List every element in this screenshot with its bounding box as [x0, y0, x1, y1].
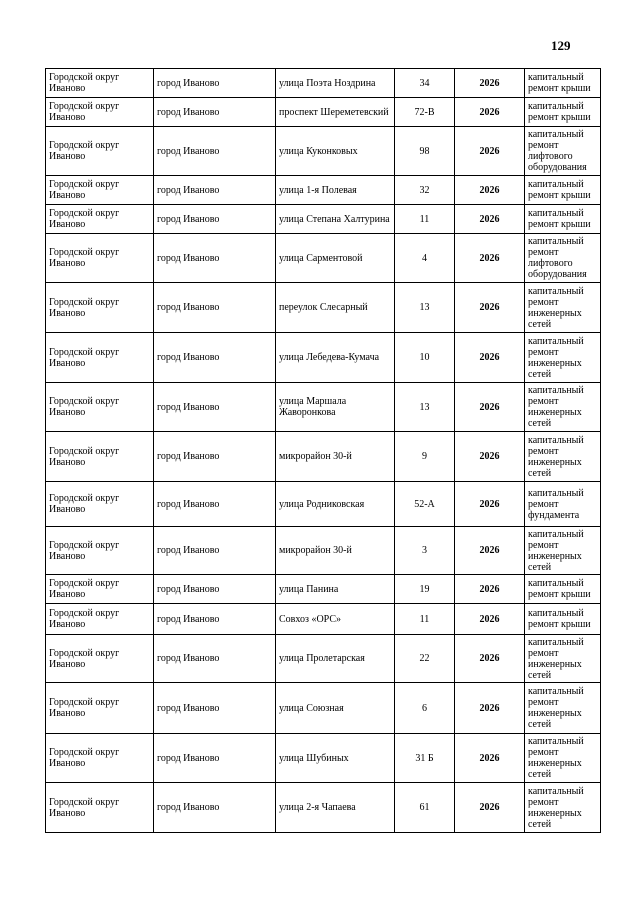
house-number-cell: 11 [395, 205, 455, 234]
street-cell: улица Родниковская [276, 482, 395, 527]
year-cell: 2026 [455, 575, 525, 604]
table-row [46, 69, 601, 98]
house-number-cell: 13 [395, 383, 455, 432]
table-body [46, 69, 601, 833]
city-cell: город Иваново [154, 734, 276, 783]
year-cell: 2026 [455, 127, 525, 176]
year-cell: 2026 [455, 604, 525, 635]
street-cell: улица Союзная [276, 683, 395, 734]
work-type-cell: капитальный ремонт инженерных сетей [525, 734, 601, 783]
district-cell: Городской округ Иваново [46, 69, 154, 98]
city-cell: город Иваново [154, 527, 276, 575]
year-cell: 2026 [455, 333, 525, 383]
year-cell: 2026 [455, 205, 525, 234]
work-type-cell: капитальный ремонт инженерных сетей [525, 283, 601, 333]
street-cell: улица Маршала Жаворонкова [276, 383, 395, 432]
city-cell: город Иваново [154, 635, 276, 683]
district-cell: Городской округ Иваново [46, 205, 154, 234]
district-cell: Городской округ Иваново [46, 383, 154, 432]
table-row [46, 383, 601, 432]
work-type-cell: капитальный ремонт лифтового оборудования [525, 234, 601, 283]
district-cell: Городской округ Иваново [46, 432, 154, 482]
street-cell: микрорайон 30-й [276, 432, 395, 482]
house-number-cell: 6 [395, 683, 455, 734]
street-cell: микрорайон 30-й [276, 527, 395, 575]
work-type-cell: капитальный ремонт крыши [525, 69, 601, 98]
work-type-cell: капитальный ремонт инженерных сетей [525, 432, 601, 482]
table-row [46, 683, 601, 734]
table-row [46, 432, 601, 482]
district-cell: Городской округ Иваново [46, 783, 154, 833]
work-type-cell: капитальный ремонт крыши [525, 176, 601, 205]
year-cell: 2026 [455, 482, 525, 527]
year-cell: 2026 [455, 783, 525, 833]
house-number-cell: 61 [395, 783, 455, 833]
work-type-cell: капитальный ремонт фундамента [525, 482, 601, 527]
year-cell: 2026 [455, 635, 525, 683]
city-cell: город Иваново [154, 482, 276, 527]
district-cell: Городской округ Иваново [46, 734, 154, 783]
work-type-cell: капитальный ремонт инженерных сетей [525, 783, 601, 833]
street-cell: переулок Слесарный [276, 283, 395, 333]
street-cell: улица Поэта Ноздрина [276, 69, 395, 98]
table-row [46, 575, 601, 604]
city-cell: город Иваново [154, 604, 276, 635]
house-number-cell: 13 [395, 283, 455, 333]
district-cell: Городской округ Иваново [46, 635, 154, 683]
house-number-cell: 11 [395, 604, 455, 635]
city-cell: город Иваново [154, 69, 276, 98]
district-cell: Городской округ Иваново [46, 683, 154, 734]
city-cell: город Иваново [154, 176, 276, 205]
year-cell: 2026 [455, 98, 525, 127]
work-type-cell: капитальный ремонт инженерных сетей [525, 383, 601, 432]
house-number-cell: 9 [395, 432, 455, 482]
district-cell: Городской округ Иваново [46, 575, 154, 604]
work-type-cell: капитальный ремонт крыши [525, 205, 601, 234]
house-number-cell: 32 [395, 176, 455, 205]
house-number-cell: 22 [395, 635, 455, 683]
table-row [46, 234, 601, 283]
city-cell: город Иваново [154, 575, 276, 604]
city-cell: город Иваново [154, 383, 276, 432]
district-cell: Городской округ Иваново [46, 98, 154, 127]
house-number-cell: 98 [395, 127, 455, 176]
year-cell: 2026 [455, 432, 525, 482]
year-cell: 2026 [455, 176, 525, 205]
work-type-cell: капитальный ремонт инженерных сетей [525, 683, 601, 734]
table-row [46, 205, 601, 234]
house-number-cell: 4 [395, 234, 455, 283]
table-row [46, 635, 601, 683]
house-number-cell: 31 Б [395, 734, 455, 783]
year-cell: 2026 [455, 234, 525, 283]
street-cell: проспект Шереметевский [276, 98, 395, 127]
district-cell: Городской округ Иваново [46, 234, 154, 283]
table-row [46, 734, 601, 783]
street-cell: улица 2-я Чапаева [276, 783, 395, 833]
table-row [46, 176, 601, 205]
street-cell: улица Панина [276, 575, 395, 604]
table-row [46, 333, 601, 383]
work-type-cell: капитальный ремонт инженерных сетей [525, 333, 601, 383]
district-cell: Городской округ Иваново [46, 127, 154, 176]
district-cell: Городской округ Иваново [46, 527, 154, 575]
street-cell: улица Пролетарская [276, 635, 395, 683]
house-number-cell: 3 [395, 527, 455, 575]
city-cell: город Иваново [154, 283, 276, 333]
city-cell: город Иваново [154, 683, 276, 734]
street-cell: улица Куконковых [276, 127, 395, 176]
work-type-cell: капитальный ремонт инженерных сетей [525, 635, 601, 683]
house-number-cell: 34 [395, 69, 455, 98]
year-cell: 2026 [455, 283, 525, 333]
table-row [46, 127, 601, 176]
work-type-cell: капитальный ремонт крыши [525, 98, 601, 127]
table-row [46, 604, 601, 635]
street-cell: улица 1-я Полевая [276, 176, 395, 205]
page-number: 129 [551, 38, 571, 53]
work-type-cell: капитальный ремонт крыши [525, 575, 601, 604]
house-number-cell: 10 [395, 333, 455, 383]
district-cell: Городской округ Иваново [46, 333, 154, 383]
house-number-cell: 52-А [395, 482, 455, 527]
table-row [46, 98, 601, 127]
work-type-cell: капитальный ремонт лифтового оборудования [525, 127, 601, 176]
street-cell: улица Лебедева-Кумача [276, 333, 395, 383]
district-cell: Городской округ Иваново [46, 283, 154, 333]
city-cell: город Иваново [154, 234, 276, 283]
year-cell: 2026 [455, 527, 525, 575]
district-cell: Городской округ Иваново [46, 176, 154, 205]
table-row [46, 527, 601, 575]
city-cell: город Иваново [154, 205, 276, 234]
city-cell: город Иваново [154, 783, 276, 833]
city-cell: город Иваново [154, 333, 276, 383]
city-cell: город Иваново [154, 432, 276, 482]
table-row [46, 783, 601, 833]
work-type-cell: капитальный ремонт крыши [525, 604, 601, 635]
street-cell: улица Степана Халтурина [276, 205, 395, 234]
city-cell: город Иваново [154, 127, 276, 176]
street-cell: улица Сарментовой [276, 234, 395, 283]
year-cell: 2026 [455, 683, 525, 734]
table-row [46, 482, 601, 527]
work-type-cell: капитальный ремонт инженерных сетей [525, 527, 601, 575]
city-cell: город Иваново [154, 98, 276, 127]
repair-schedule-table [45, 68, 601, 833]
street-cell: Совхоз «ОРС» [276, 604, 395, 635]
table-row [46, 283, 601, 333]
year-cell: 2026 [455, 69, 525, 98]
year-cell: 2026 [455, 383, 525, 432]
street-cell: улица Шубиных [276, 734, 395, 783]
district-cell: Городской округ Иваново [46, 482, 154, 527]
house-number-cell: 72-В [395, 98, 455, 127]
house-number-cell: 19 [395, 575, 455, 604]
district-cell: Городской округ Иваново [46, 604, 154, 635]
year-cell: 2026 [455, 734, 525, 783]
